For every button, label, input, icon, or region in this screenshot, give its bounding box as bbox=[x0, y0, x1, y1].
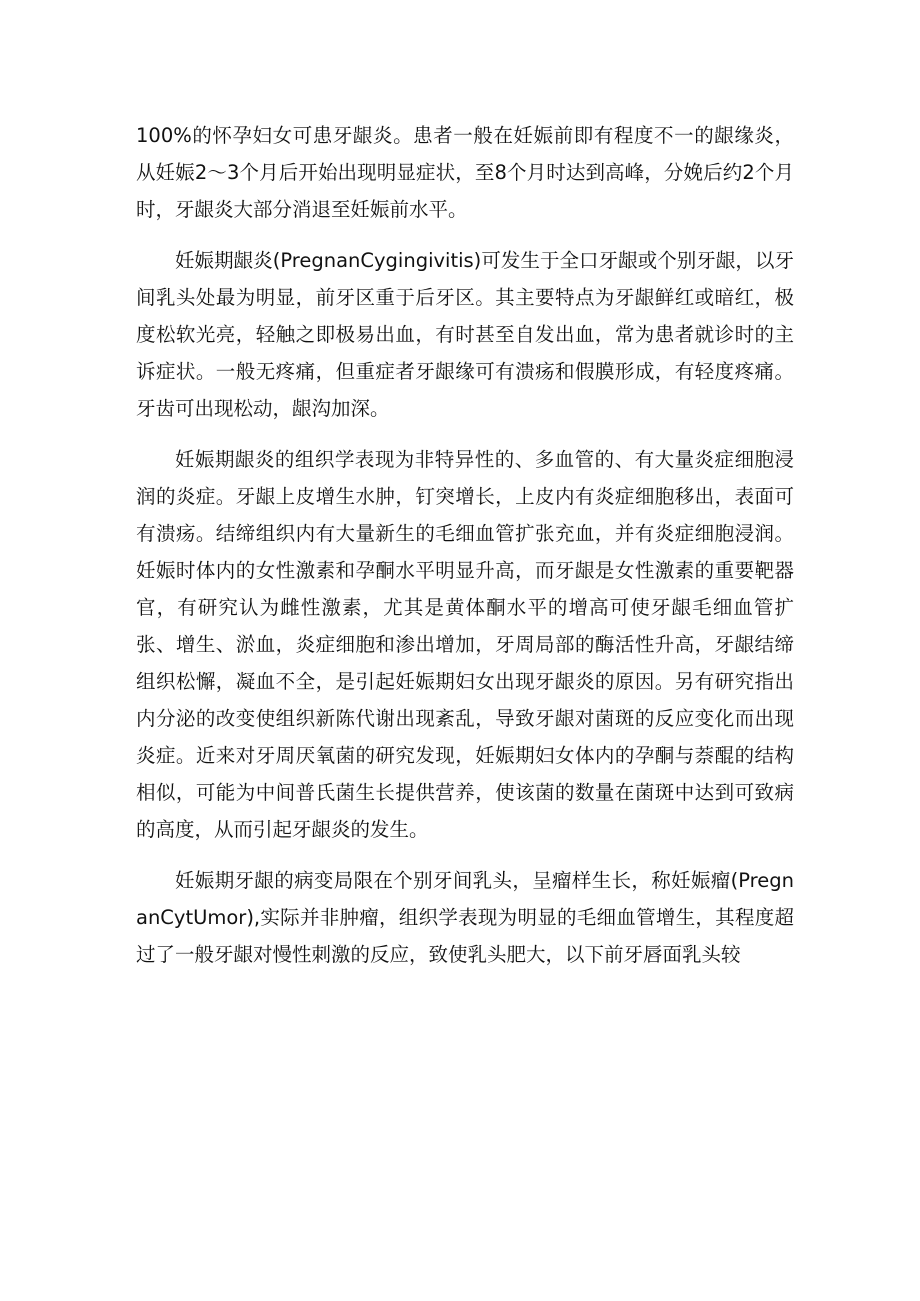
paragraph-histology-and-causes: 妊娠期龈炎的组织学表现为非特异性的、多血管的、有大量炎症细胞浸润的炎症。牙龈上皮增生水肿，钉突增长，上皮内有炎症细胞移出，表面可有溃疡。结缔组织内有大量新生的毛细血管扩张充血，并有炎症细胞浸润。妊娠时体内的女性激素和孕酮水平明显升高，而牙龈是女性激素的重要靶器官，有研究认为雌性激素，尤其是黄体酮水平的增高可使牙龈毛细血管扩张、增生、淤血，炎症细胞和渗出增加，牙周局部的酶活性升高，牙龈结缔组织松懈，凝血不全，是引起妊娠期妇女出现牙龈炎的原因。另有研究指出内分泌的改变使组织新陈代谢出现紊乱，导致牙龈对菌斑的反应变化而出现炎症。近来对牙周厌氧菌的研究发现，妊娠期妇女体内的孕酮与萘醌的结构相似，可能为中间普氏菌生长提供营养，使该菌的数量在菌斑中达到可致病的高度，从而引起牙龈炎的发生。 bbox=[136, 448, 794, 841]
body-text bbox=[136, 117, 794, 987]
paragraph-pregnancy-tumor: 妊娠期牙龈的病变局限在个别牙间乳头，呈瘤样生长，称妊娠瘤(PregnanCytUmor),实际并非肿瘤，组织学表现为明显的毛细血管增生，其程度超过了一般牙龈对慢性刺激的反应，致使乳头肥大，以下前牙唇面乳头较 bbox=[136, 869, 794, 966]
paragraph-pregnancy-gingivitis-symptoms: 妊娠期龈炎(PregnanCygingivitis)可发生于全口牙龈或个别牙龈，以牙间乳头处最为明显，前牙区重于后牙区。其主要特点为牙龈鲜红或暗红，极度松软光亮，轻触之即极易出血，有时甚至自发出血，常为患者就诊时的主诉症状。一般无疼痛，但重症者牙龈缘可有溃疡和假膜形成，有轻度疼痛。牙齿可出现松动，龈沟加深。 bbox=[136, 249, 794, 420]
paragraph-gingivitis-incidence: 100%的怀孕妇女可患牙龈炎。患者一般在妊娠前即有程度不一的龈缘炎，从妊娠2～3个月后开始出现明显症状，至8个月时达到高峰，分娩后约2个月时，牙龈炎大部分消退至妊娠前水平。 bbox=[136, 124, 794, 221]
